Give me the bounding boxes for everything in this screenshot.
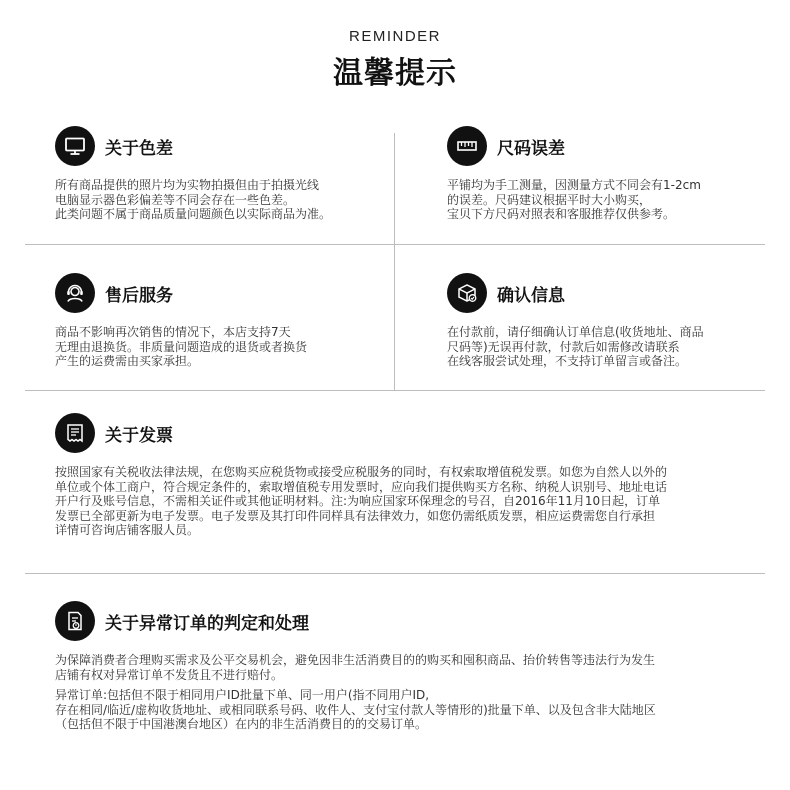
section-title: 售后服务 bbox=[105, 285, 173, 306]
column-divider bbox=[394, 133, 395, 390]
text-line: 尺码等)无误再付款，付款后如需修改请联系 bbox=[447, 339, 680, 354]
headset-icon bbox=[55, 273, 95, 313]
section-abnormal-orders bbox=[55, 601, 767, 732]
section-body bbox=[55, 653, 767, 732]
divider bbox=[25, 244, 765, 245]
text-line: 所有商品提供的照片均为实物拍摄但由于拍摄光线 bbox=[55, 178, 320, 192]
divider bbox=[25, 573, 765, 574]
section-title: 尺码误差 bbox=[497, 138, 565, 159]
text-line: 的误差。尺码建议根据平时大小购买， bbox=[447, 192, 652, 207]
section-title: 关于色差 bbox=[105, 138, 173, 159]
section-invoice bbox=[55, 413, 767, 538]
text-line: 电脑显示器色彩偏差等不同会存在一些色差。 bbox=[55, 192, 296, 207]
invoice-icon bbox=[55, 413, 95, 453]
text-line: 单位或个体工商户，符合规定条件的，索取增值税专用发票时，应向我们提供购买方名称、纳税人识别号、地址电话 bbox=[55, 479, 668, 494]
page-title: 温馨提示 bbox=[333, 56, 457, 91]
section-body bbox=[447, 325, 765, 369]
ruler-icon bbox=[447, 126, 487, 166]
text-line: （包括但不限于中国港澳台地区）在内的非生活消费目的的交易订单。 bbox=[55, 717, 428, 731]
text-line: 在付款前，请仔细确认订单信息(收货地址、商品 bbox=[447, 325, 704, 339]
section-body bbox=[55, 178, 385, 222]
header-subtitle: REMINDER bbox=[348, 28, 441, 45]
section-confirm-info bbox=[447, 273, 765, 369]
section-body bbox=[447, 178, 765, 222]
section-size-error bbox=[447, 126, 765, 222]
text-line: 平铺均为手工测量，因测量方式不同会有1-2cm bbox=[447, 178, 701, 192]
section-title: 确认信息 bbox=[497, 285, 565, 306]
text-line: 开户行及账号信息，不需相关证件或其他证明材料。注:为响应国家环保理念的号召，自2016年11月10日起，订单 bbox=[55, 494, 661, 508]
section-after-sale bbox=[55, 273, 385, 369]
order-shield-icon bbox=[55, 601, 95, 641]
section-body bbox=[55, 465, 767, 538]
text-line: 在线客服尝试处理，不支持订单留言或备注。 bbox=[447, 354, 688, 368]
box-check-icon bbox=[447, 273, 487, 313]
text-line: 宝贝下方尺码对照表和客服推荐仅供参考。 bbox=[447, 207, 676, 221]
section-title: 关于发票 bbox=[105, 425, 173, 446]
section-color-difference bbox=[55, 126, 385, 222]
text-line: 商品不影响再次销售的情况下，本店支持7天 bbox=[55, 325, 291, 339]
text-line: 店铺有权对异常订单不发货且不进行赔付。 bbox=[55, 667, 284, 682]
section-body bbox=[55, 325, 385, 369]
text-line: 产生的运费需由买家承担。 bbox=[55, 354, 200, 368]
text-line: 存在相同/临近/虚构收货地址、或相同联系号码、收件人、支付宝付款人等情形的)批量下单、以及包含非大陆地区 bbox=[55, 702, 656, 717]
text-line: 发票已全部更新为电子发票。电子发票及其打印件同样具有法律效力，如您仍需纸质发票，相应运费需您自行承担 bbox=[55, 508, 656, 523]
text-line: 按照国家有关税收法律法规，在您购买应税货物或接受应税服务的同时，有权索取增值税发票。如您为自然人以外的 bbox=[55, 465, 668, 479]
monitor-icon bbox=[55, 126, 95, 166]
text-line: 异常订单:包括但不限于相同用户ID批量下单、同一用户(指不同用户ID, bbox=[55, 688, 430, 702]
text-line: 无理由退换货。非质量问题造成的退货或者换货 bbox=[55, 339, 308, 354]
divider bbox=[25, 390, 765, 391]
text-line: 此类问题不属于商品质量问题颜色以实际商品为准。 bbox=[55, 207, 332, 221]
section-title: 关于异常订单的判定和处理 bbox=[105, 613, 309, 634]
text-line: 详情可咨询店铺客服人员。 bbox=[55, 523, 200, 537]
text-line: 为保障消费者合理购买需求及公平交易机会，避免因非生活消费目的的购买和囤积商品、抬价转售等违法行为发生 bbox=[55, 653, 656, 667]
